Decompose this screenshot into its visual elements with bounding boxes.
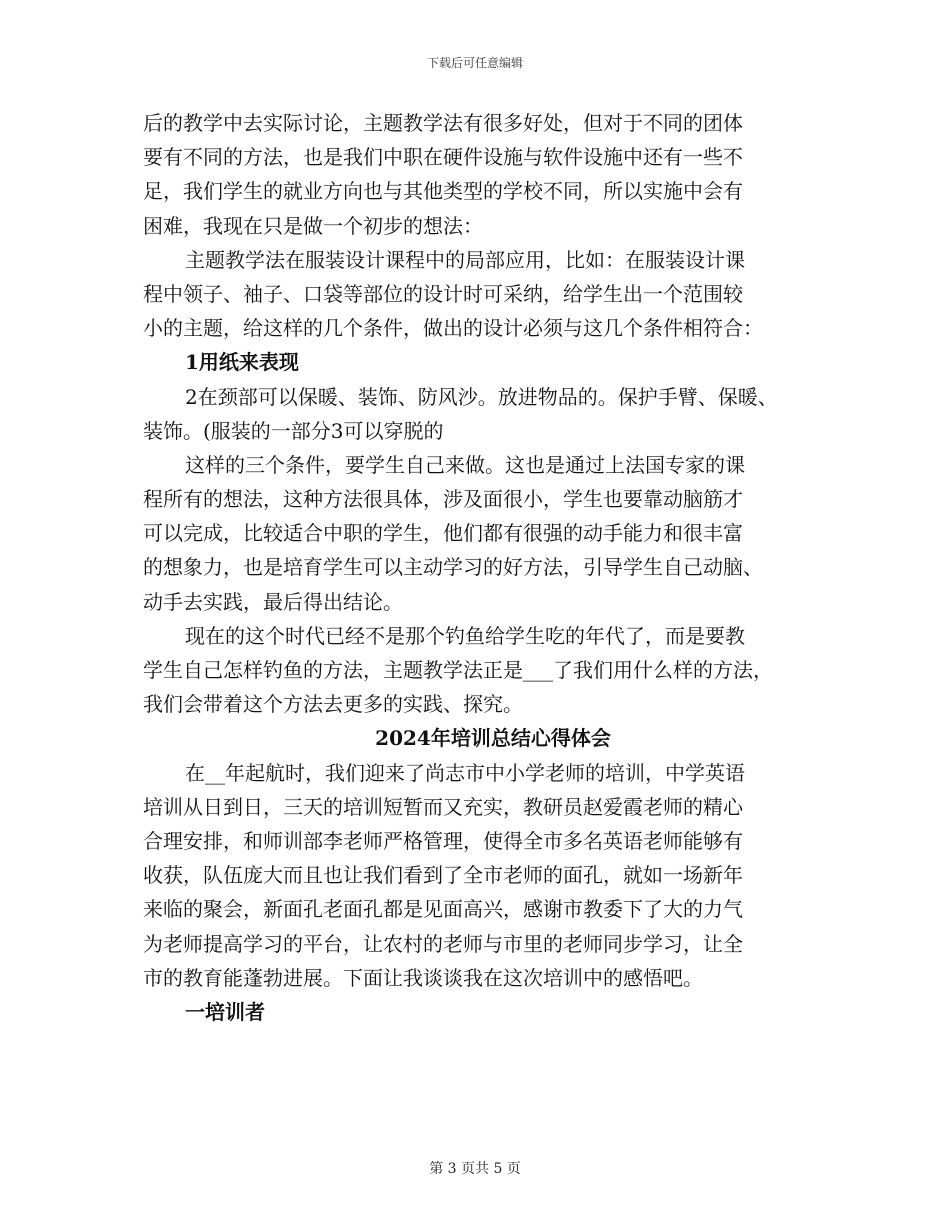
text-line: 主题教学法在服装设计课程中的局部应用，比如：在服装设计课 bbox=[185, 247, 745, 272]
document-body bbox=[143, 106, 843, 1029]
text-line: 为老师提高学习的平台，让农村的老师与市里的老师同步学习，让全 bbox=[143, 931, 743, 956]
text-line: 后的教学中去实际讨论，主题教学法有很多好处，但对于不同的团体 bbox=[143, 111, 743, 135]
text-line: 小的主题，给这样的几个条件，做出的设计必须与这几个条件相符合： bbox=[143, 316, 763, 341]
page-footer: 第 3 页共 5 页 bbox=[429, 1161, 521, 1177]
subheading: 一培训者 bbox=[185, 999, 265, 1024]
text-line: 要有不同的方法，也是我们中职在硬件设施与软件设施中还有一些不 bbox=[143, 145, 743, 170]
section-title: 2024年培训总结心得体会 bbox=[375, 726, 611, 751]
text-line: 的想象力，也是培育学生可以主动学习的好方法，引导学生自己动脑、 bbox=[143, 555, 763, 580]
text-line: 困难，我现在只是做一个初步的想法： bbox=[143, 213, 483, 238]
text-line: 程中领子、袖子、口袋等部位的设计时可采纳，给学生出一个范围较 bbox=[143, 281, 743, 306]
text-line: 2在颈部可以保暖、装饰、防风沙。放进物品的。保护手臂、保暖、 bbox=[185, 384, 778, 409]
text-line: 来临的聚会，新面孔老面孔都是见面高兴，感谢市教委下了大的力气 bbox=[143, 897, 743, 922]
text-line: 学生自己怎样钓鱼的方法，主题教学法正是___了我们用什么样的方法， bbox=[143, 658, 773, 682]
text-line: 培训从日到日，三天的培训短暂而又充实，教研员赵爱霞老师的精心 bbox=[143, 794, 743, 819]
text-line: 动手去实践，最后得出结论。 bbox=[143, 589, 403, 614]
subheading: 1用纸来表现 bbox=[185, 350, 299, 375]
text-line: 足，我们学生的就业方向也与其他类型的学校不同，所以实施中会有 bbox=[143, 179, 743, 204]
text-line: 现在的这个时代已经不是那个钓鱼给学生吃的年代了，而是要教 bbox=[185, 623, 745, 648]
page-header: 下载后可任意编辑 bbox=[426, 56, 523, 70]
text-line: 市的教育能蓬勃进展。下面让我谈谈我在这次培训中的感悟吧。 bbox=[143, 965, 703, 990]
text-line: 收获，队伍庞大而且也让我们看到了全市老师的面孔，就如一场新年 bbox=[143, 863, 743, 888]
text-line: 合理安排，和师训部李老师严格管理，使得全市多名英语老师能够有 bbox=[143, 828, 743, 853]
text-line: 可以完成，比较适合中职的学生，他们都有很强的动手能力和很丰富 bbox=[143, 521, 743, 546]
text-line: 在__年起航时，我们迎来了尚志市中小学老师的培训，中学英语 bbox=[185, 760, 745, 785]
text-line: 程所有的想法，这种方法很具体，涉及面很小，学生也要靠动脑筋才 bbox=[143, 487, 743, 512]
text-line: 这样的三个条件，要学生自己来做。这也是通过上法国专家的课 bbox=[185, 452, 745, 477]
text-line: 装饰。(服装的一部分3可以穿脱的 bbox=[143, 418, 444, 443]
text-line: 我们会带着这个方法去更多的实践、探究。 bbox=[143, 692, 523, 717]
